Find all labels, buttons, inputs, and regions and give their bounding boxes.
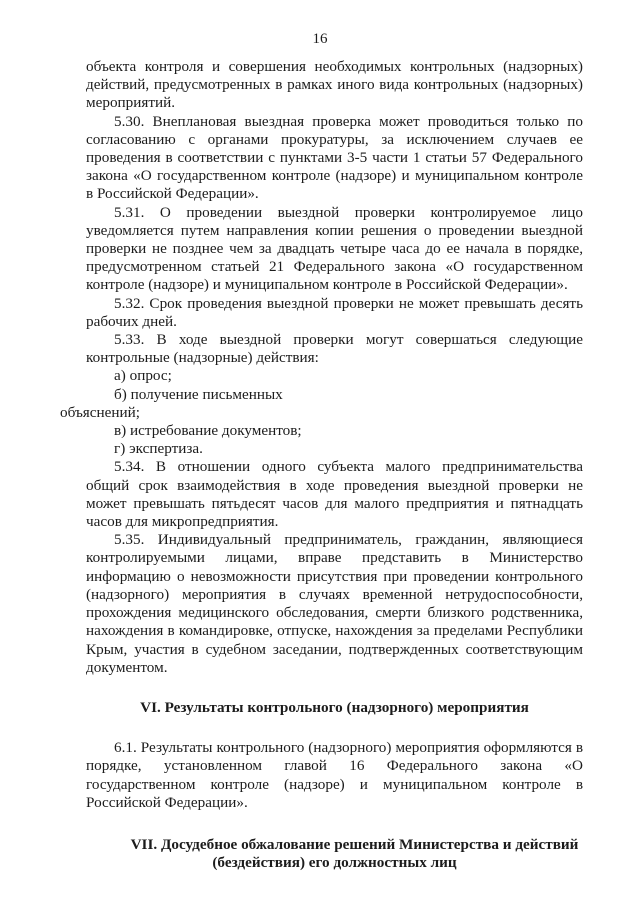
section-7-heading-line1: VII. Досудебное обжалование решений Министерства и действий — [130, 835, 579, 853]
paragraph-5-35: 5.35. Индивидуальный предприниматель, гражданин, являющиеся контролируемыми лицами, вправе представить в Министерство информацию о невозможности присутствия при проведении контрольного (надзорного) мероприятия в случаях временной нетрудоспособности, прохождения медицинского обследования, смерти близкого родственника, нахождения в командировке, отпуске, нахождения за пределами Республики Крым, участия в судебном заседании, подтвержденных соответствующим документом. — [86, 531, 583, 676]
list-item-a: а) опрос; — [114, 367, 172, 385]
paragraph-5-30: 5.30. Внеплановая выездная проверка может проводиться только по согласованию с органами прокуратуры, за исключением случаев ее проведения в соответствии с пунктами 3-5 части 1 статьи 57 Федерального закона «О государственном контроле (надзоре) и муниципальном контроле в Российской Федерации». — [86, 112, 583, 203]
document-body — [60, 58, 583, 872]
list-item-v: в) истребование документов; — [114, 422, 302, 440]
paragraph-6-1: 6.1. Результаты контрольного (надзорного) мероприятия оформляются в порядке, установленном главой 16 Федерального закона «О государственном контроле (надзоре) и муниципальном контроле в Российской Федерации». — [86, 739, 583, 811]
page-number: 16 — [312, 31, 328, 47]
section-7-heading — [86, 836, 583, 872]
section-6-heading: VI. Результаты контрольного (надзорного) мероприятия — [140, 698, 529, 716]
list-item-g: г) экспертиза. — [114, 440, 203, 458]
section-7-heading-line2: (бездействия) его должностных лиц — [212, 854, 457, 872]
paragraph-5-31: 5.31. О проведении выездной проверки контролируемое лицо уведомляется путем направления копии решения о проведении выездной проверки не позднее чем за двадцать четыре часа до ее начала в порядке, предусмотренном статьей 21 Федерального закона «О государственном контроле (надзоре) и муниципальном контроле в Российской Федерации». — [86, 203, 583, 294]
paragraph-continuation: объекта контроля и совершения необходимых контрольных (надзорных) действий, предусмотренных в рамках иного вида контрольных (надзорных) мероприятий. — [86, 58, 583, 112]
paragraph-5-34: 5.34. В отношении одного субъекта малого предпринимательства общий срок взаимодействия в ходе проведения выездной проверки не может превышать пятьдесят часов для малого предприятия и пятнадцать часов для микропредприятия. — [86, 458, 583, 531]
paragraph-5-33: 5.33. В ходе выездной проверки могут совершаться следующие контрольные (надзорные) действия: — [86, 331, 583, 367]
paragraph-5-32: 5.32. Срок проведения выездной проверки не может превышать десять рабочих дней. — [86, 294, 583, 330]
list-item-b-line1: б) получение письменных — [114, 385, 283, 403]
list-item-b-line2: объяснений; — [60, 403, 140, 421]
list-item-b — [60, 385, 583, 422]
